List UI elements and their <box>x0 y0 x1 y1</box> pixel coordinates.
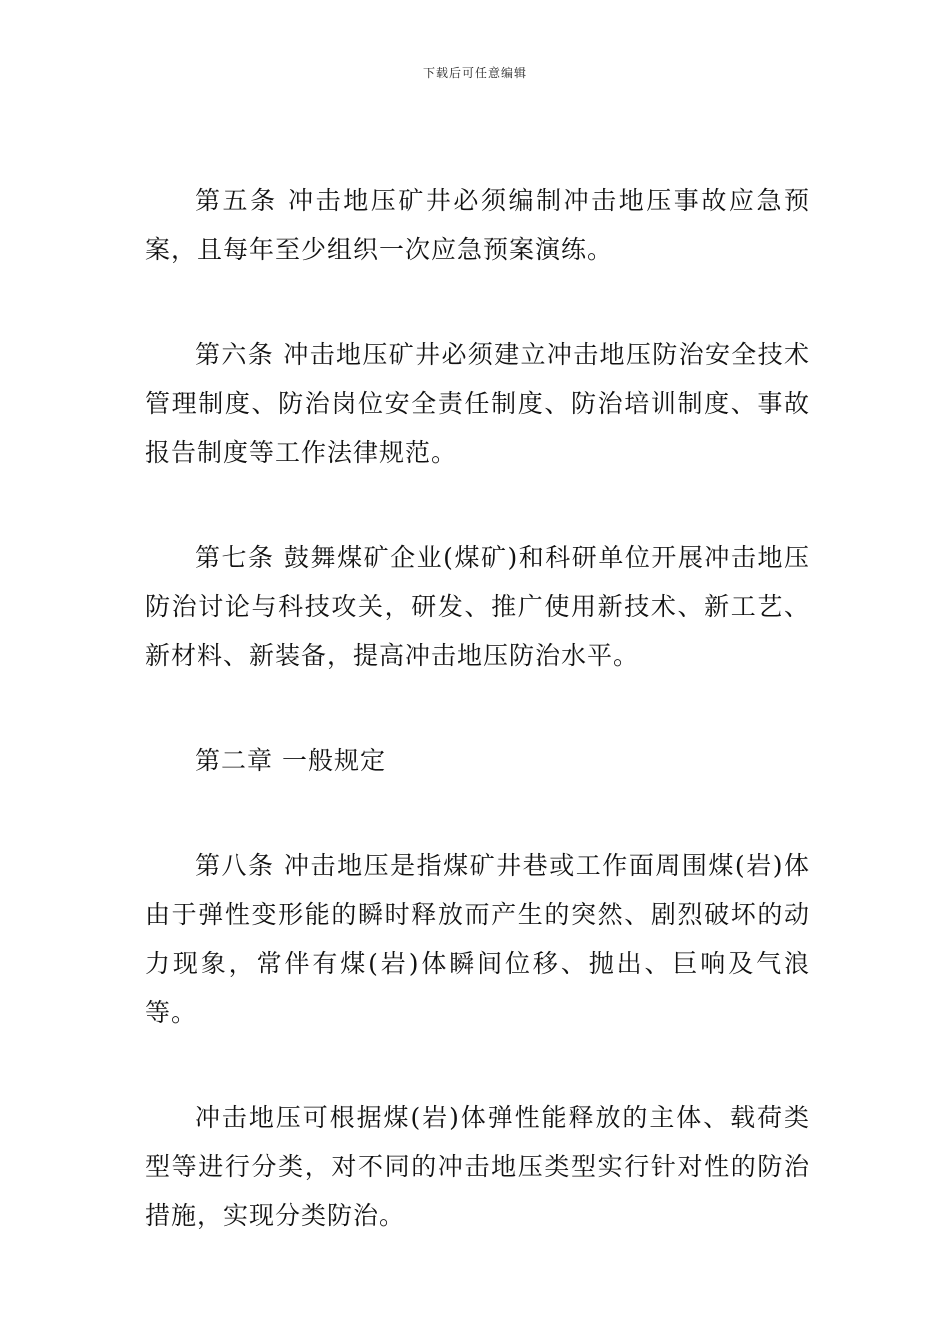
chapter-2-heading: 第二章 一般规定 <box>195 746 386 775</box>
article-8-paragraph: 第八条 冲击地压是指煤矿井巷或工作面周围煤(岩)体由于弹性变形能的瞬时释放而产生的突然、剧烈破坏的动力现象，常伴有煤(岩)体瞬间位移、抛出、巨响及气浪等。 <box>145 851 810 1027</box>
page-header-note: 下载后可任意编辑 <box>422 66 527 80</box>
article-7-paragraph: 第七条 鼓舞煤矿企业(煤矿)和科研单位开展冲击地压防治讨论与科技攻关，研发、推广使用新技术、新工艺、新材料、新装备，提高冲击地压防治水平。 <box>145 543 810 670</box>
document-body <box>145 176 810 1296</box>
article-5-paragraph: 第五条 冲击地压矿井必须编制冲击地压事故应急预案，且每年至少组织一次应急预案演练。 <box>145 186 810 264</box>
article-6-paragraph: 第六条 冲击地压矿井必须建立冲击地压防治安全技术管理制度、防治岗位安全责任制度、防治培训制度、事故报告制度等工作法律规范。 <box>145 340 810 467</box>
classification-paragraph: 冲击地压可根据煤(岩)体弹性能释放的主体、载荷类型等进行分类，对不同的冲击地压类型实行针对性的防治措施，实现分类防治。 <box>145 1103 810 1230</box>
